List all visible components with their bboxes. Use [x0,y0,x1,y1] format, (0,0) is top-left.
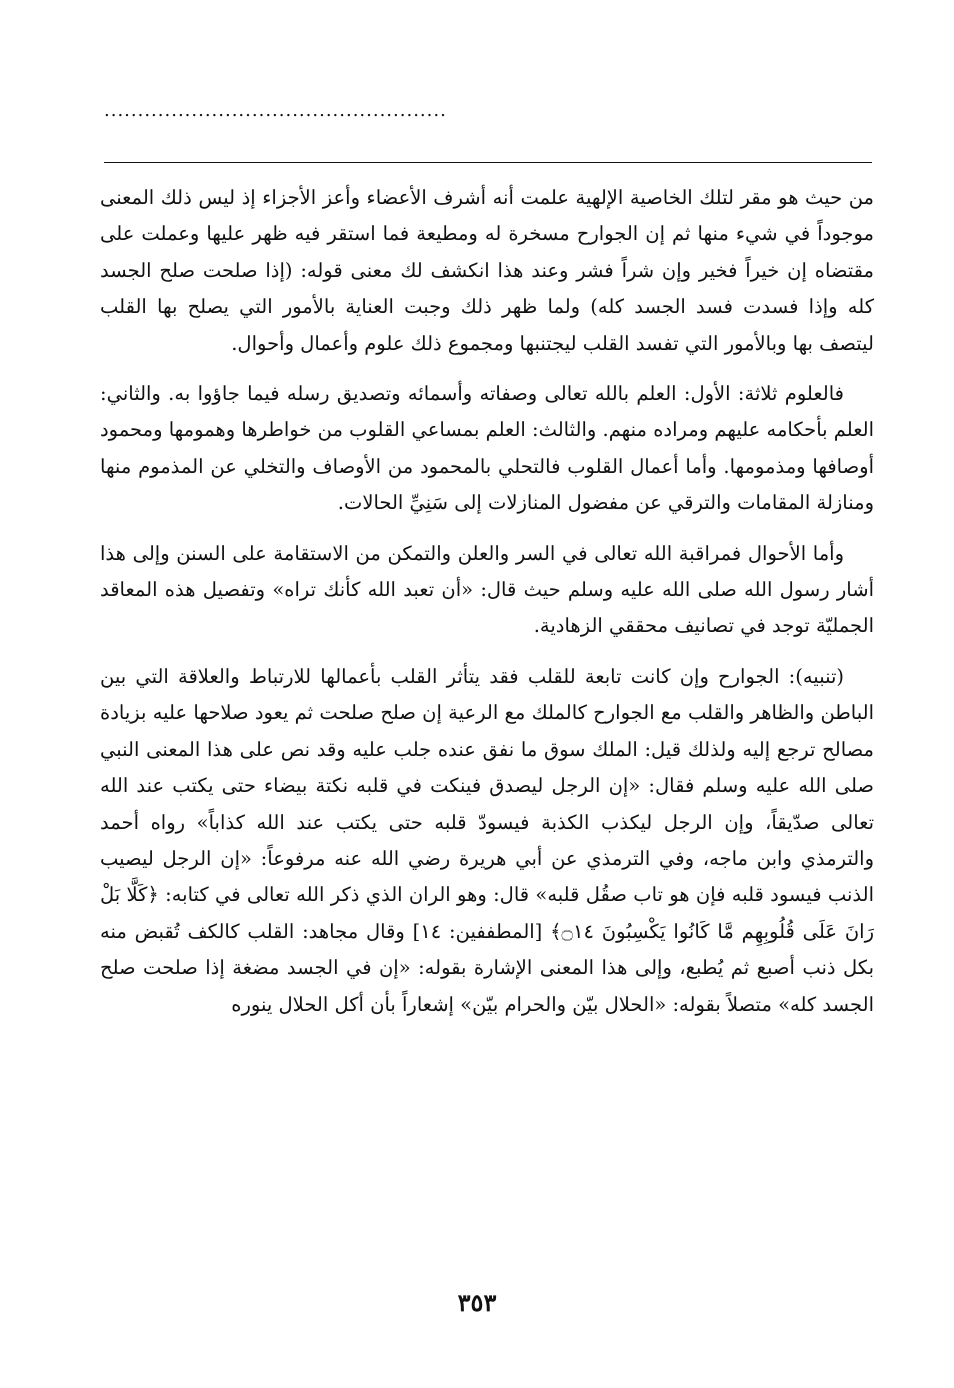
running-header-dots: ................................................... [104,100,447,121]
paragraph-2: فالعلوم ثلاثة: الأول: العلم بالله تعالى وصفاته وأسمائه وتصديق رسله فيما جاؤوا به. والثاني: العلم بأحكامه عليهم ومراده منهم. والثالث: العلم بمساعي القلوب من خواطرها وهمومها ومحمود أوصافها ومذمومها. وأما أعمال القلوب فالتحلي بالمحمود من الأوصاف والتخلي عن المذموم منها ومنازلة المقامات والترقي عن مفضول المنازلات إلى سَنِيِّ الحالات. [100,382,874,515]
page-number: ٣٥٣ [457,1288,497,1317]
header-rule [104,162,872,163]
paragraph-3: وأما الأحوال فمراقبة الله تعالى في السر والعلن والتمكن من الاستقامة على السنن وإلى هذا أشار رسول الله صلى الله عليه وسلم حيث قال: «أن تعبد الله كأنك تراه» وتفصيل هذه المعاقد الجمليّة توجد في تصانيف محققي الزهادية. [100,541,874,638]
main-text [100,180,874,1037]
paragraph-1: من حيث هو مقر لتلك الخاصية الإلهية علمت أنه أشرف الأعضاء وأعز الأجزاء إذ ليس ذلك المعنى موجوداً في شيء منها ثم إن الجوارح مسخرة له ومطيعة فما استقر فيه ظهر عليها وعملت على مقتضاه إن خيراً فخير وإن شراً فشر وعند هذا انكشف لك معنى قوله: (إذا صلحت صلح الجسد كله وإذا فسدت فسد الجسد كله) ولما ظهر ذلك وجبت العناية بالأمور التي يصلح بها القلب ليتصف بها وبالأمور التي تفسد القلب ليجتنبها ومجموع ذلك علوم وأعمال وأحوال. [100,186,874,355]
paragraph-4: (تنبيه): الجوارح وإن كانت تابعة للقلب فقد يتأثر القلب بأعمالها للارتباط والعلاقة التي بين الباطن والظاهر والقلب مع الجوارح كالملك مع الرعية إن صلح صلحت ثم يعود صلاحها عليه بزيادة مصالح ترجع إليه ولذلك قيل: الملك سوق ما نفق عنده جلب عليه وقد نص على هذا المعنى النبي صلى الله عليه وسلم فقال: «إن الرجل ليصدق فينكت في قلبه نكتة بيضاء حتى يكتب عند الله تعالى صدّيقاً، وإن الرجل ليكذب الكذبة فيسودّ قلبه حتى يكتب عند الله كذاباً» رواه أحمد والترمذي وابن ماجه، وفي الترمذي عن أبي هريرة رضي الله عنه مرفوعاً: «إن الرجل ليصيب الذنب فيسود قلبه فإن هو تاب صقُل قلبه» قال: وهو الران الذي ذكر الله تعالى في كتابه: ﴿كَلَّا بَلْ رَانَ عَلَى قُلُوبِهِم مَّا كَانُوا يَكْسِبُونَ ۝١٤﴾ [المطففين: ١٤] وقال مجاهد: القلب كالكف تُقبض منه بكل ذنب أصبع ثم يُطبع، وإلى هذا المعنى الإشارة بقوله: «إن في الجسد مضغة إذا صلحت صلح الجسد كله» متصلاً بقوله: «الحلال بيّن والحرام بيّن» إشعاراً بأن أكل الحلال ينوره [100,664,874,1016]
